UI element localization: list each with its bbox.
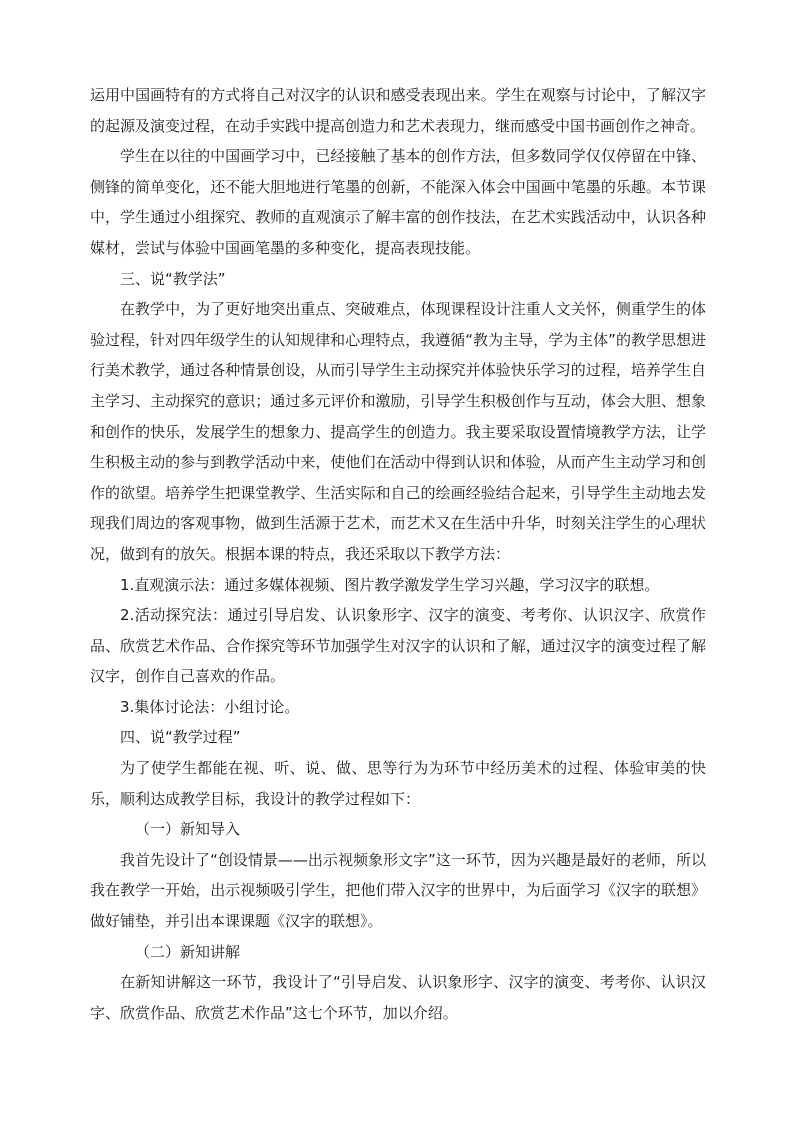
paragraph-new-knowledge-intro: 我首先设计了“创设情景——出示视频象形文字”这一环节，因为兴趣是最好的老师，所以我在教学一开始，出示视频吸引学生，把他们带入汉字的世界中，为后面学习《汉字的联想》做好铺垫，并引出本课课题《汉字的联想》。 (90, 850, 706, 931)
document-body (90, 80, 706, 1028)
list-item-method-2: 2.活动探究法：通过引导启发、认识象形字、汉字的演变、考考你、认识汉字、欣赏作品、欣赏艺术作品、合作探究等环节加强学生对汉字的认识和了解，通过汉字的演变过程了解汉字，创作自己喜欢的作品。 (90, 606, 706, 686)
list-item-method-3: 3.集体讨论法：小组讨论。 (120, 697, 300, 716)
subheading-new-knowledge-explanation: （二）新知讲解 (135, 942, 241, 961)
section-heading-teaching-process: 四、说“教学过程” (120, 728, 241, 747)
paragraph-student-analysis: 学生在以往的中国画学习中，已经接触了基本的创作方法，但多数同学仅仅停留在中锋、侧锋的简单变化，还不能大胆地进行笔墨的创新，不能深入体会中国画中笔墨的乐趣。本节课中，学生通过小组探究、教师的直观演示了解丰富的创作技法，在艺术实践活动中，认识各种媒材，尝试与体验中国画笔墨的多种变化，提高表现技能。 (90, 147, 706, 257)
paragraph-teaching-methods: 在教学中，为了更好地突出重点、突破难点，体现课程设计注重人文关怀，侧重学生的体验过程，针对四年级学生的认知规律和心理特点，我遵循“教为主导，学为主体”的教学思想进行美术教学，通过各种情景创设，从而引导学生主动探究并体验快乐学习的过程，培养学生自主学习、主动探究的意识；通过多元评价和激励，引导学生积极创作与互动，体会大胆、想象和创作的快乐，发展学生的想象力、提高学生的创造力。我主要采取设置情境教学方法，让学生积极主动的参与到教学活动中来，使他们在活动中得到认识和体验，从而产生主动学习和创作的欲望。培养学生把课堂教学、生活实际和自己的绘画经验结合起来，引导学生主动地去发现我们周边的客观事物，做到生活源于艺术，而艺术又在生活中升华，时刻关注学生的心理状况，做到有的放矢。根据本课的特点，我还采取以下教学方法： (90, 300, 706, 563)
paragraph-teaching-process: 为了使学生都能在视、听、说、做、思等行为为环节中经历美术的过程、体验审美的快乐，顺利达成教学目标，我设计的教学过程如下： (90, 759, 706, 808)
paragraph-new-knowledge-explanation: 在新知讲解这一环节，我设计了“引导启发、认识象形字、汉字的演变、考考你、认识汉字、欣赏作品、欣赏艺术作品”这七个环节，加以介绍。 (90, 973, 706, 1022)
section-heading-teaching-methods: 三、说“教学法” (120, 269, 226, 288)
list-item-method-1: 1.直观演示法：通过多媒体视频、图片教学激发学生学习兴趣，学习汉字的联想。 (120, 575, 660, 594)
paragraph-continuation: 运用中国画特有的方式将自己对汉字的认识和感受表现出来。学生在观察与讨论中，了解汉字的起源及演变过程，在动手实践中提高创造力和艺术表现力，继而感受中国书画创作之神奇。 (90, 86, 706, 135)
subheading-new-knowledge-intro: （一）新知导入 (135, 820, 241, 839)
